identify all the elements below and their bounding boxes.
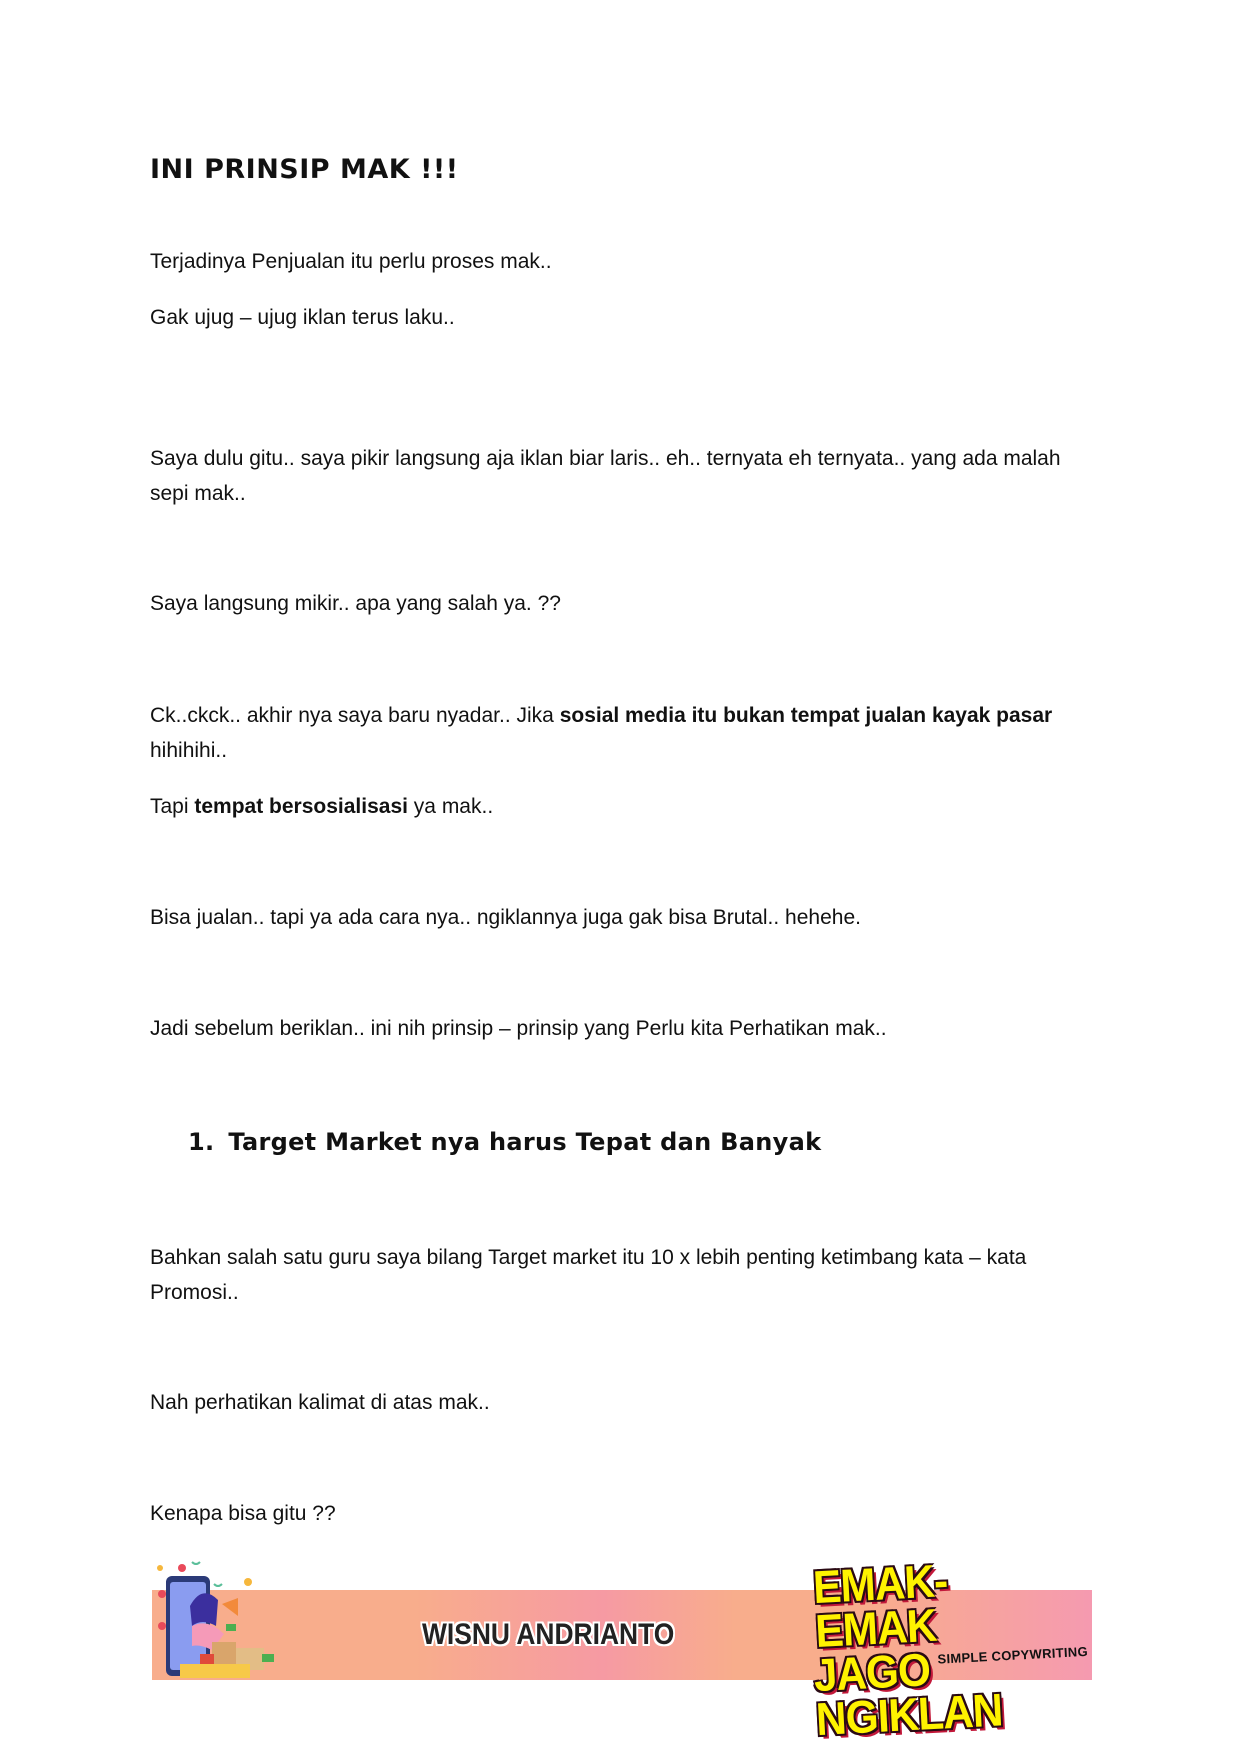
phone-woman-illustration-icon <box>152 1554 277 1680</box>
section-heading-text: Target Market nya harus Tepat dan Banyak <box>228 1128 822 1156</box>
paragraph <box>150 698 1080 768</box>
paragraph: Bisa jualan.. tapi ya ada cara nya.. ngiklannya juga gak bisa Brutal.. hehehe. <box>150 906 861 929</box>
bold-text: sosial media itu bukan tempat jualan kayak pasar <box>559 704 1053 727</box>
brand-line-2: JAGO NGIKLAN <box>812 1643 1004 1746</box>
text-run: hihihihi.. <box>150 739 228 762</box>
paragraph: Saya dulu gitu.. saya pikir langsung aja iklan biar laris.. eh.. ternyata eh ternyata.. yang ada malah sepi mak.. <box>150 447 1061 505</box>
paragraph: Jadi sebelum beriklan.. ini nih prinsip – prinsip yang Perlu kita Perhatikan mak.. <box>150 1017 887 1040</box>
paragraph: Terjadinya Penjualan itu perlu proses mak.. <box>150 250 552 273</box>
text-run: Tapi <box>150 795 195 818</box>
section-heading <box>188 1128 821 1156</box>
page-title: INI PRINSIP MAK !!! <box>150 154 459 185</box>
author-name: WISNU ANDRIANTO <box>422 1618 675 1651</box>
brand-tagline: SIMPLE COPYWRITING <box>937 1643 1089 1667</box>
paragraph <box>150 789 1080 824</box>
paragraph: Gak ujug – ujug iklan terus laku.. <box>150 306 455 329</box>
text-run: ya mak.. <box>407 795 494 818</box>
brand-logo <box>804 1551 1095 1746</box>
footer-banner <box>152 1554 1092 1746</box>
paragraph: Bahkan salah satu guru saya bilang Target market itu 10 x lebih penting ketimbang kata – kata Promosi.. <box>150 1246 1027 1304</box>
text-run: Ck..ckck.. akhir nya saya baru nyadar.. Jika <box>150 704 560 727</box>
brand-line-1: EMAK-EMAK <box>811 1554 949 1657</box>
paragraph: Saya langsung mikir.. apa yang salah ya. ?? <box>150 592 561 615</box>
paragraph: Nah perhatikan kalimat di atas mak.. <box>150 1391 490 1414</box>
list-number: 1. <box>188 1128 215 1156</box>
bold-text: tempat bersosialisasi <box>194 795 408 818</box>
paragraph: Kenapa bisa gitu ?? <box>150 1502 336 1525</box>
